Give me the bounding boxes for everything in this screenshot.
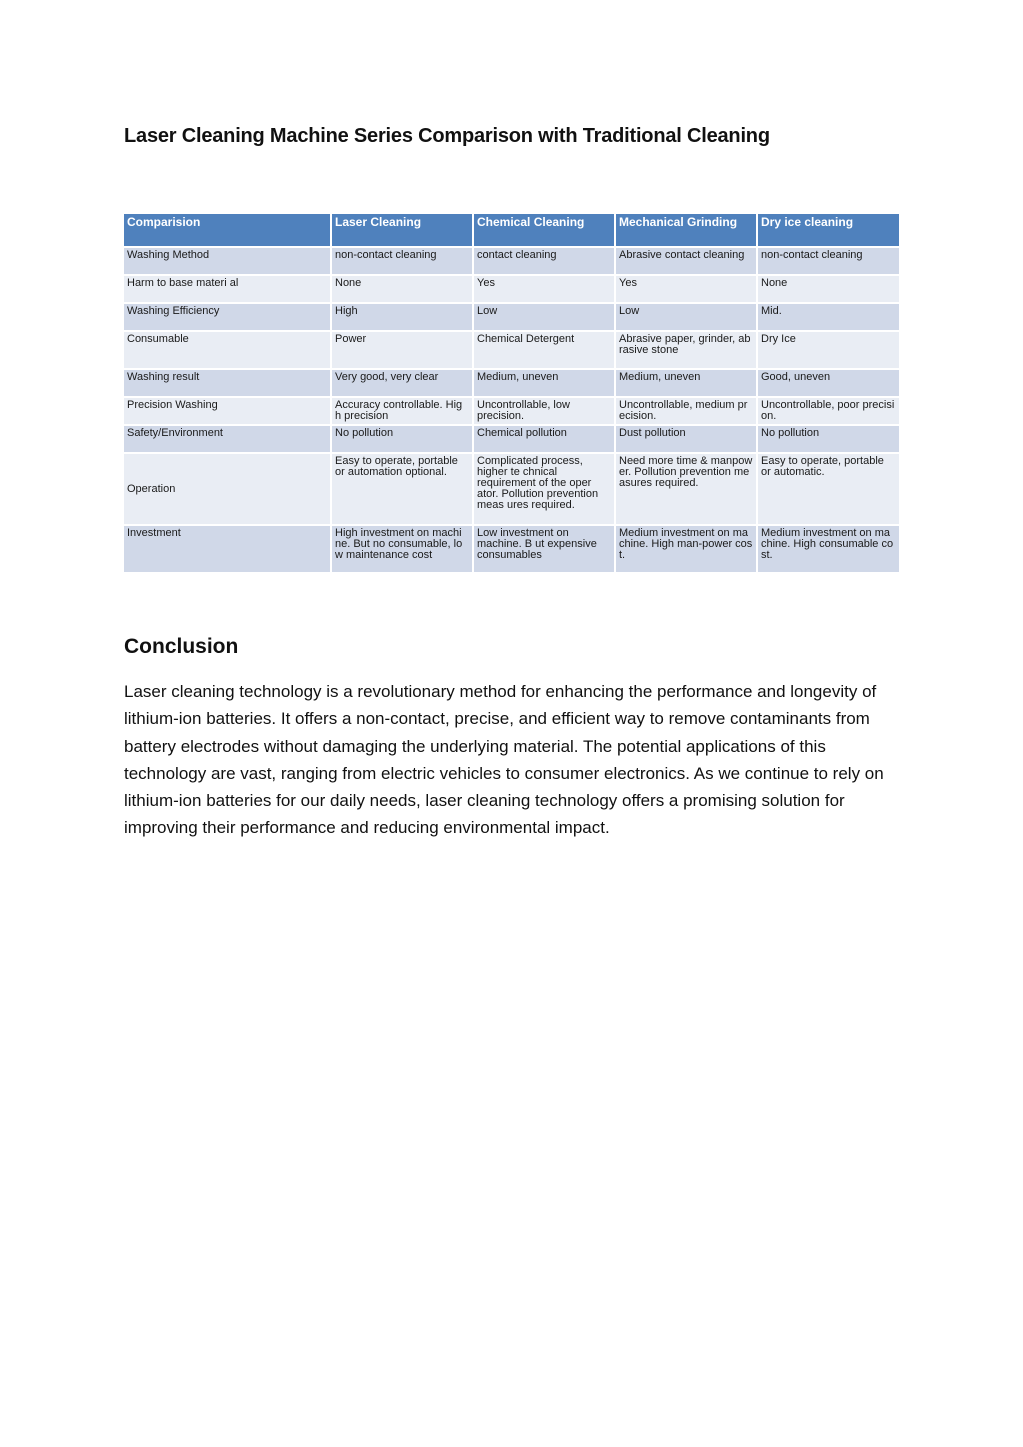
table-cell: Medium, uneven	[615, 369, 757, 397]
table-cell: Low investment on machine. B ut expensive consumables	[473, 525, 615, 573]
table-cell: Abrasive paper, grinder, ab rasive stone	[615, 331, 757, 369]
table-cell: Chemical Detergent	[473, 331, 615, 369]
row-label-cell: Precision Washing	[124, 397, 331, 425]
table-row	[124, 453, 900, 525]
table-row	[124, 369, 900, 397]
table-cell: High	[331, 303, 473, 331]
header-cell: Laser Cleaning	[331, 214, 473, 247]
table-cell: Yes	[615, 275, 757, 303]
table-cell: Medium investment on ma chine. High man-power cos t.	[615, 525, 757, 573]
table-cell: No pollution	[331, 425, 473, 453]
table-cell: Power	[331, 331, 473, 369]
table-cell: Accuracy controllable. Hig h precision	[331, 397, 473, 425]
table-cell: Good, uneven	[757, 369, 900, 397]
header-cell: Dry ice cleaning	[757, 214, 900, 247]
table-row	[124, 425, 900, 453]
row-label-cell: Harm to base materi al	[124, 275, 331, 303]
table-cell: High investment on machi ne. But no consumable, lo w maintenance cost	[331, 525, 473, 573]
row-label-cell: Safety/Environment	[124, 425, 331, 453]
table-cell: Yes	[473, 275, 615, 303]
table-cell: No pollution	[757, 425, 900, 453]
table-cell: non-contact cleaning	[757, 247, 900, 275]
row-label-cell: Washing Method	[124, 247, 331, 275]
table-cell: Very good, very clear	[331, 369, 473, 397]
header-cell: Chemical Cleaning	[473, 214, 615, 247]
table-cell: Easy to operate, portable or automation optional.	[331, 453, 473, 525]
header-cell: Mechanical Grinding	[615, 214, 757, 247]
table-cell: None	[757, 275, 900, 303]
table-row	[124, 397, 900, 425]
table-cell: Dust pollution	[615, 425, 757, 453]
page-title: Laser Cleaning Machine Series Comparison with Traditional Cleaning	[124, 125, 770, 147]
table-cell: non-contact cleaning	[331, 247, 473, 275]
table-cell: Low	[615, 303, 757, 331]
table-row	[124, 303, 900, 331]
row-label-cell: Investment	[124, 525, 331, 573]
table-cell: Dry Ice	[757, 331, 900, 369]
table-cell: Need more time & manpow er. Pollution prevention me asures required.	[615, 453, 757, 525]
table-cell: None	[331, 275, 473, 303]
table-cell: Medium investment on ma chine. High consumable co st.	[757, 525, 900, 573]
table-cell: Easy to operate, portable or automatic.	[757, 453, 900, 525]
comparison-table	[124, 214, 900, 576]
table-cell: Uncontrollable, medium pr ecision.	[615, 397, 757, 425]
row-label-cell: Operation	[124, 453, 331, 525]
table-cell: Low	[473, 303, 615, 331]
table-header-row	[124, 214, 900, 247]
table-cell: Chemical pollution	[473, 425, 615, 453]
row-label-cell: Washing result	[124, 369, 331, 397]
table-cell: Complicated process, higher te chnical requirement of the oper ator. Pollution prevention meas ures required.	[473, 453, 615, 525]
row-label-cell: Consumable	[124, 331, 331, 369]
row-label-cell: Washing Efficiency	[124, 303, 331, 331]
table-cell: Abrasive contact cleaning	[615, 247, 757, 275]
conclusion-paragraph: Laser cleaning technology is a revolutionary method for enhancing the performance and longevity of lithium-ion batteries. It offers a non-contact, precise, and efficient way to remove contaminants from battery electrodes without damaging the underlying material. The potential applications of this technology are vast, ranging from electric vehicles to consumer electronics. As we continue to rely on lithium-ion batteries for our daily needs, laser cleaning technology offers a promising solution for improving their performance and reducing environmental impact.	[124, 682, 884, 838]
table-row	[124, 275, 900, 303]
table-row	[124, 525, 900, 573]
section-heading: Conclusion	[124, 635, 239, 658]
header-cell: Comparision	[124, 214, 331, 247]
table-cell: Uncontrollable, poor precisi on.	[757, 397, 900, 425]
table-cell: Mid.	[757, 303, 900, 331]
table-row	[124, 331, 900, 369]
table-cell: Medium, uneven	[473, 369, 615, 397]
table-cell: Uncontrollable, low precision.	[473, 397, 615, 425]
table-cell: contact cleaning	[473, 247, 615, 275]
table-row	[124, 247, 900, 275]
